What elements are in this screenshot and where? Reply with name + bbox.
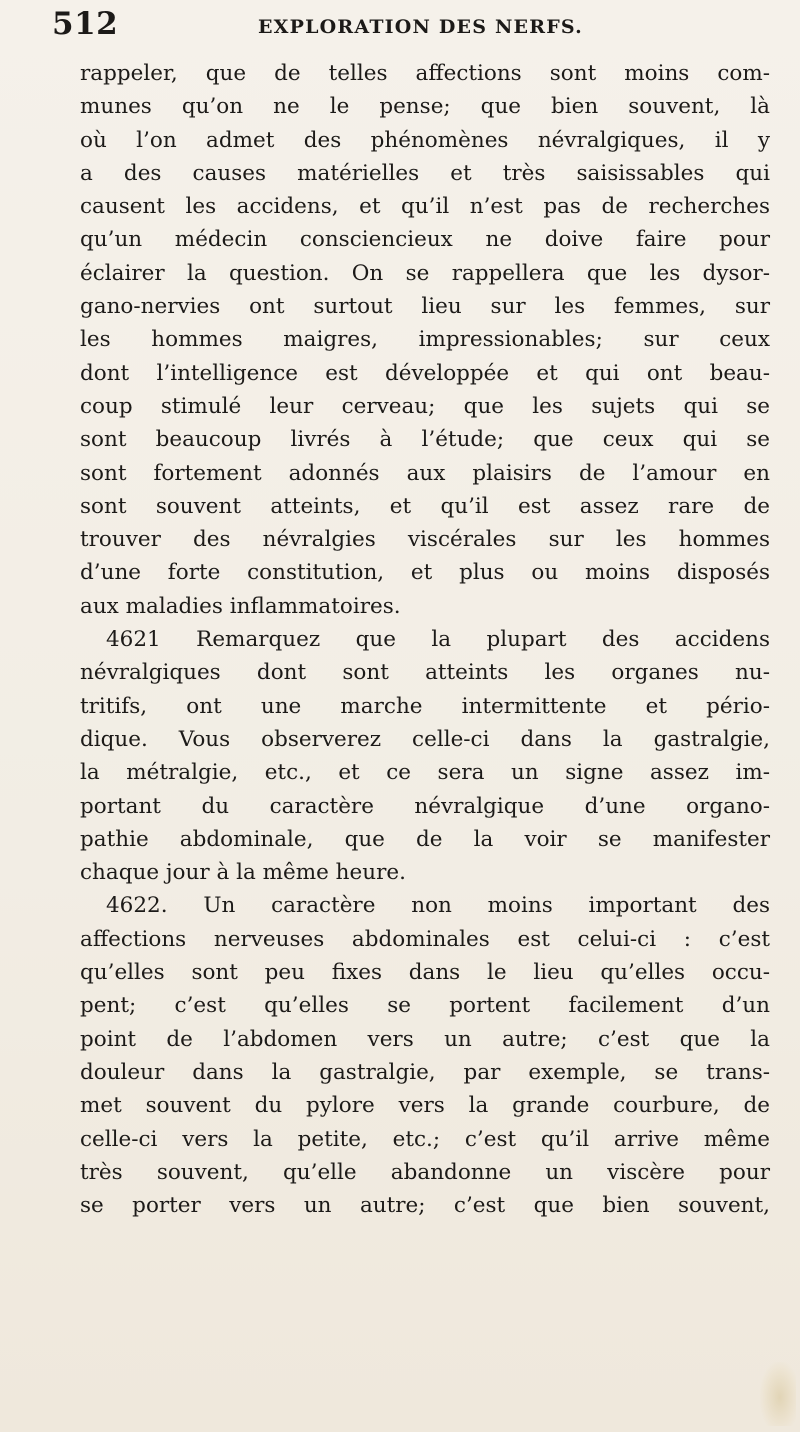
text-line: les hommes maigres, impressionables; sur ceux (80, 327, 770, 353)
text-line: la métralgie, etc., et ce sera un signe assez im- (80, 760, 770, 786)
text-line: éclairer la question. On se rappellera que les dysor- (80, 260, 770, 286)
text-line: sont beaucoup livrés à l’étude; que ceux qui se (80, 427, 770, 453)
text-line: met souvent du pylore vers la grande courbure, de (80, 1093, 770, 1119)
text-line: rappeler, que de telles affections sont moins com- (80, 61, 770, 86)
text-line: dont l’intelligence est développée et qui ont beau- (80, 360, 770, 386)
body-text (80, 57, 770, 1222)
paper-stain (760, 1362, 796, 1426)
text-line: névralgiques dont sont atteints les organes nu- (80, 660, 770, 686)
text-line: munes qu’on ne le pense; que bien souvent, là (80, 94, 770, 120)
text-line: qu’elles sont peu fixes dans le lieu qu’elles occu- (80, 960, 770, 986)
paragraph-start-line: 4622. Un caractère non moins important des (106, 893, 770, 919)
page-number: 512 (52, 6, 119, 42)
text-line: tritifs, ont une marche intermittente et pério- (80, 693, 770, 719)
text-line: chaque jour à la même heure. (80, 860, 406, 886)
text-line: a des causes matérielles et très saisissables qui (80, 160, 770, 186)
text-line: sont souvent atteints, et qu’il est assez rare de (80, 493, 770, 519)
text-line: se porter vers un autre; c’est que bien souvent, (80, 1193, 770, 1219)
text-line: d’une forte constitution, et plus ou moins disposés (80, 560, 770, 586)
text-line: portant du caractère névralgique d’une organo- (80, 793, 770, 819)
text-line: point de l’abdomen vers un autre; c’est que la (80, 1026, 770, 1052)
page-header (52, 6, 752, 42)
text-line: dique. Vous observerez celle-ci dans la gastralgie, (80, 726, 770, 752)
text-line: celle-ci vers la petite, etc.; c’est qu’il arrive même (80, 1126, 770, 1152)
text-line: trouver des névralgies viscérales sur les hommes (80, 527, 770, 553)
text-line: gano-nervies ont surtout lieu sur les femmes, sur (80, 294, 770, 320)
text-line: pent; c’est qu’elles se portent facilement d’un (80, 993, 770, 1019)
text-line: très souvent, qu’elle abandonne un viscère pour (80, 1159, 770, 1185)
text-line: douleur dans la gastralgie, par exemple, se trans- (80, 1059, 770, 1085)
text-line: causent les accidens, et qu’il n’est pas de recherches (80, 194, 770, 220)
text-line: sont fortement adonnés aux plaisirs de l’amour en (80, 460, 770, 486)
running-head: EXPLORATION DES NERFS. (258, 16, 583, 38)
paragraph-start-line: 4621 Remarquez que la plupart des accidens (106, 627, 770, 653)
text-line: aux maladies inflammatoires. (80, 593, 401, 619)
text-line: affections nerveuses abdominales est celui-ci : c’est (80, 926, 770, 952)
text-line: pathie abdominale, que de la voir se manifester (80, 826, 770, 852)
text-line: où l’on admet des phénomènes névralgiques, il y (80, 127, 770, 153)
text-line: qu’un médecin consciencieux ne doive faire pour (80, 227, 770, 253)
text-line: coup stimulé leur cerveau; que les sujets qui se (80, 393, 770, 419)
